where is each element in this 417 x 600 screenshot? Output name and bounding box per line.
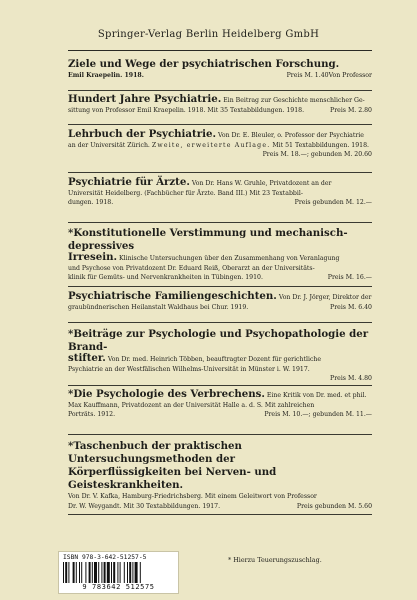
book-entry-3 <box>68 130 372 160</box>
divider <box>68 172 372 173</box>
book-price: Preis M. 2.80 <box>330 106 372 114</box>
book-author-line: an der Universität Zürich. <box>68 141 150 149</box>
book-price: Preis M. 1.40 <box>286 71 329 79</box>
book-description: dungen. 1918. <box>68 199 114 207</box>
book-title: Hundert Jahre Psychiatrie. <box>68 93 222 105</box>
book-title: Ziele und Wege der psychiatrischen Forschung. <box>68 58 340 70</box>
divider <box>68 434 372 435</box>
divider <box>68 222 372 223</box>
book-author-line: Von Dr. med. Heinrich Többen, beauftragter Dozent für gerichtliche <box>107 356 322 363</box>
book-title: *Konstitutionelle Verstimmung und mechanisch-depressives <box>68 227 348 252</box>
book-author-line: Von Professor <box>328 71 372 79</box>
divider <box>68 90 372 91</box>
book-author-line: Von Dr. J. Jörger, Direktor der <box>278 294 372 301</box>
divider <box>68 286 372 287</box>
book-price: Preis M. 16.— <box>327 274 372 282</box>
book-title: Lehrbuch der Psychiatrie. <box>68 128 216 140</box>
isbn-label: ISBN 978-3-642-51257-5 <box>63 554 147 561</box>
book-description: Dr. W. Weygandt. Mit 30 Textabbildungen. 1917. <box>68 502 221 510</box>
book-title: Psychiatrische Familiengeschichten. <box>68 290 277 302</box>
book-entry-2 <box>68 95 372 115</box>
book-description: Porträts. 1912. <box>68 411 116 419</box>
book-description: Klinische Untersuchungen über den Zusammenhang von Veranlagung <box>119 255 340 262</box>
book-price: Preis M. 4.80 <box>330 375 372 383</box>
book-author-line: Von Dr. V. Kafka, Hamburg-Friedrichsberg. Mit einem Geleitwort von Professor <box>68 493 317 500</box>
book-entry-4 <box>68 178 372 208</box>
book-title: *Die Psychologie des Verbrechens. <box>68 388 265 400</box>
book-title: Psychiatrie für Ärzte. <box>68 176 190 188</box>
book-description: Psychiatrie an der Westfälischen Wilhelms-Universität in Münster i. W. 1917. <box>68 365 310 373</box>
book-description: Ein Beitrag zur Geschichte menschlicher Ge- <box>223 97 365 104</box>
book-entry-5 <box>68 227 372 283</box>
header-rule <box>68 50 372 51</box>
book-title: *Taschenbuch der praktischen Untersuchungsmethoden der <box>68 440 242 465</box>
book-price: Preis M. 18.—; gebunden M. 20.60 <box>262 151 372 159</box>
book-price: Preis M. 10.—; gebunden M. 11.— <box>264 411 372 419</box>
book-author: Emil Kraepelin. 1918. <box>68 71 144 79</box>
divider <box>68 124 372 125</box>
book-description: Max Kauffmann, Privatdozent an der Universität Halle a. d. S. Mit zahlreichen <box>68 401 315 409</box>
divider <box>68 514 372 515</box>
book-entry-6 <box>68 292 372 312</box>
book-description: klinik für Gemüts- und Nervenkrankheiten in Tübingen. 1910. <box>68 274 263 282</box>
divider <box>68 322 372 323</box>
book-description: Mit 51 Textabbildungen. 1918. <box>272 141 369 149</box>
book-title-continued: Irresein. <box>68 251 118 263</box>
book-entry-1 <box>68 60 372 80</box>
book-price: Preis M. 6.40 <box>330 303 372 311</box>
book-price: Preis gebunden M. 12.— <box>294 199 372 207</box>
book-price: Preis gebunden M. 5.60 <box>296 502 372 510</box>
book-description: graubündnerischen Heilanstalt Waldhaus bei Chur. 1919. <box>68 303 249 311</box>
isbn-digits: 9 783642 512575 <box>82 583 155 591</box>
book-description: und Psychose von Privatdozent Dr. Eduard Reiß, Oberarzt an der Universitäts- <box>68 264 315 272</box>
book-author-line: Von Dr. Hans W. Gruhle, Privatdozent an der <box>191 180 332 187</box>
barcode-graphic <box>63 562 174 583</box>
book-title-continued: stifter. <box>68 352 106 364</box>
book-entry-8 <box>68 390 372 420</box>
book-author-line: Eine Kritik von Dr. med. et phil. <box>266 392 367 399</box>
book-edition: Zweite, erweiterte Auflage. <box>151 141 271 149</box>
book-title-continued: Körperflüssigkeiten bei Nerven- und Geisteskrankheiten. <box>68 466 277 491</box>
book-entry-9 <box>68 440 372 511</box>
divider <box>68 385 372 386</box>
book-entry-7 <box>68 328 372 384</box>
book-author-line: Von Dr. E. Bleuler, o. Professor der Psychiatrie <box>217 132 364 139</box>
footnote: * Hierzu Teuerungszuschlag. <box>228 556 322 564</box>
book-description: sittung von Professor Emil Kraepelin. 1918. Mit 35 Textabbildungen. 1918. <box>68 106 305 114</box>
book-title: *Beiträge zur Psychologie und Psychopathologie der Brand- <box>68 328 369 353</box>
isbn-barcode-box <box>58 551 179 594</box>
publisher-header: Springer-Verlag Berlin Heidelberg GmbH <box>97 29 320 40</box>
book-description: Universität Heidelberg. (Fachbücher für Ärzte. Band III.) Mit 23 Textabbil- <box>68 189 303 197</box>
